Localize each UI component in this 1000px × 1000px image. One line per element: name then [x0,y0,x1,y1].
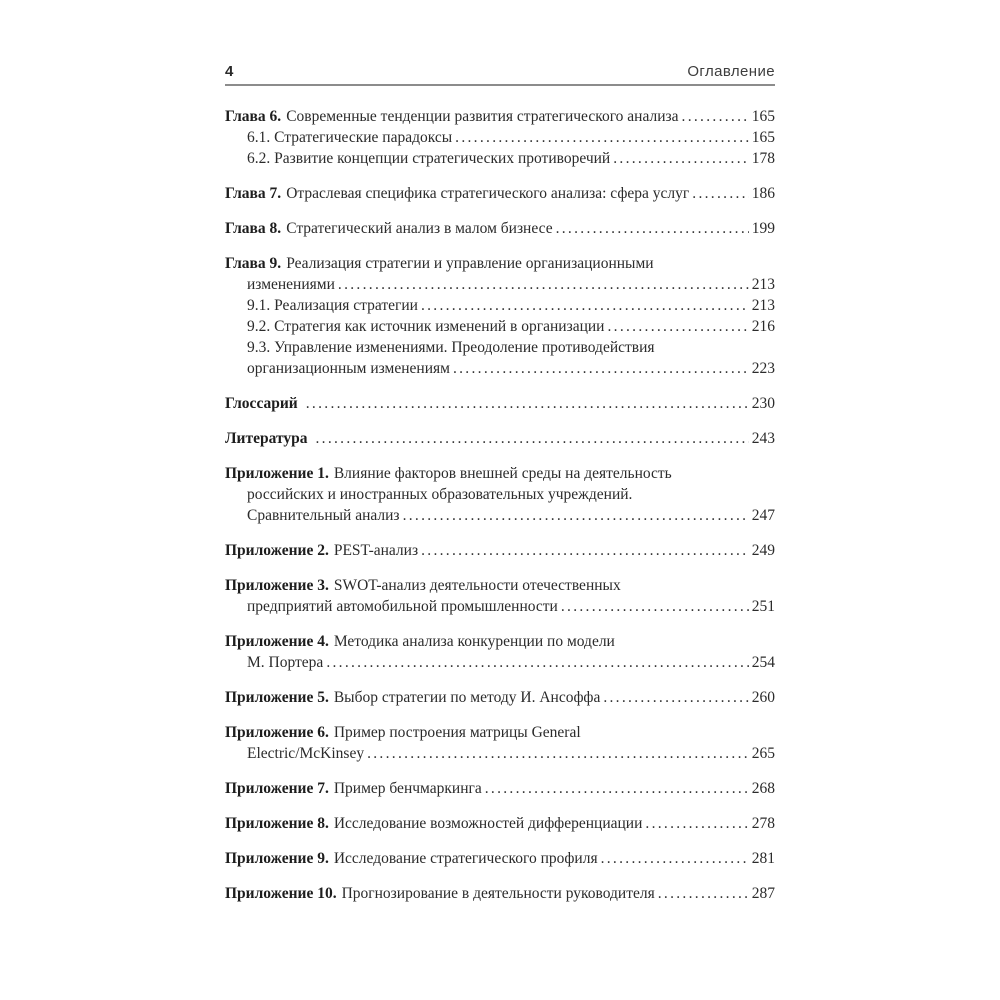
entry-label: Глава 6. [225,108,282,125]
dot-leader [421,295,749,316]
toc-line [225,337,775,358]
entry-title-text: организационным изменениям [247,360,450,377]
entry-label: Приложение 4. [225,633,329,650]
dot-leader [421,540,749,561]
entry-label: Глава 7. [225,185,282,202]
toc-line [225,883,775,904]
entry-title-text: Реализация стратегии и управление организационными [286,255,654,272]
dot-leader [613,148,749,169]
dot-leader [692,183,748,204]
dot-leader [315,428,748,449]
dot-leader [326,652,748,673]
toc-list [225,106,775,904]
entry-page-number: 260 [751,689,775,706]
entry-title-text: Современные тенденции развития стратегического анализа [286,108,679,125]
toc-line [225,106,775,127]
entry-page-number: 213 [751,276,775,293]
entry-page-number: 213 [751,297,775,314]
toc-entry [225,253,775,295]
entry-title-text: предприятий автомобильной промышленности [247,598,558,615]
entry-label: Приложение 9. [225,850,329,867]
entry-page-number: 243 [751,430,775,447]
toc-line [225,295,775,316]
toc-line [225,463,775,484]
toc-entry [225,428,775,449]
entry-page-number: 268 [751,780,775,797]
folio-page-number: 4 [225,63,234,80]
dot-leader [556,218,749,239]
running-head [225,62,775,81]
entry-title-text: Пример бенчмаркинга [333,780,482,797]
toc-line [225,127,775,148]
toc-entry [225,148,775,169]
entry-page-number: 249 [751,542,775,559]
entry-label: Приложение 6. [225,724,329,741]
entry-title-text: 9.3. Управление изменениями. Преодоление противодействия [247,339,655,356]
entry-title-text: Прогнозирование в деятельности руководителя [341,885,655,902]
dot-leader [455,127,749,148]
entry-label: Приложение 5. [225,689,329,706]
toc-entry [225,183,775,204]
toc-entry [225,848,775,869]
dot-leader [682,106,749,127]
entry-title-text: Исследование возможностей дифференциации [333,815,643,832]
toc-line [225,687,775,708]
toc-entry [225,218,775,239]
toc-line [225,722,775,743]
entry-title-text: Отраслевая специфика стратегического анализа: сфера услуг [286,185,690,202]
entry-label: Приложение 8. [225,815,329,832]
entry-page-number: 278 [751,815,775,832]
toc-entry [225,127,775,148]
toc-line [225,218,775,239]
dot-leader [338,274,749,295]
dot-leader [601,848,749,869]
toc-line [225,596,775,617]
toc-line [225,778,775,799]
entry-page-number: 178 [751,150,775,167]
entry-label: Литература [225,430,308,447]
entry-title-text: 9.2. Стратегия как источник изменений в организации [247,318,605,335]
toc-line [225,631,775,652]
entry-title-text: Исследование стратегического профиля [333,850,598,867]
toc-line [225,148,775,169]
entry-label: Приложение 10. [225,885,337,902]
entry-label: Глава 9. [225,255,282,272]
entry-label: Приложение 2. [225,542,329,559]
toc-line [225,652,775,673]
toc-line [225,540,775,561]
entry-label: Приложение 7. [225,780,329,797]
entry-title-text: SWOT-анализ деятельности отечественных [333,577,621,594]
dot-leader [607,316,748,337]
entry-label: Приложение 1. [225,465,329,482]
toc-line [225,253,775,274]
entry-title-text: М. Портера [247,654,324,671]
toc-line [225,813,775,834]
toc-line [225,428,775,449]
entry-page-number: 199 [751,220,775,237]
toc-entry [225,722,775,764]
dot-leader [561,596,749,617]
toc-line [225,484,775,505]
entry-title-text: Стратегический анализ в малом бизнесе [286,220,553,237]
toc-entry [225,316,775,337]
entry-page-number: 254 [751,654,775,671]
entry-page-number: 247 [751,507,775,524]
toc-entry [225,337,775,379]
entry-page-number: 230 [751,395,775,412]
toc-entry [225,463,775,526]
entry-page-number: 165 [751,129,775,146]
dot-leader [645,813,748,834]
toc-line [225,316,775,337]
entry-page-number: 281 [751,850,775,867]
entry-page-number: 223 [751,360,775,377]
header-rule [225,84,775,86]
entry-title-text: 6.2. Развитие концепции стратегических противоречий [247,150,611,167]
dot-leader [603,687,748,708]
entry-title-text: Влияние факторов внешней среды на деятельность [333,465,672,482]
entry-page-number: 186 [751,185,775,202]
toc-line [225,848,775,869]
toc-entry [225,393,775,414]
entry-title-text: 6.1. Стратегические парадоксы [247,129,453,146]
dot-leader [403,505,749,526]
entry-page-number: 216 [751,318,775,335]
entry-page-number: 165 [751,108,775,125]
entry-title-text: Методика анализа конкуренции по модели [333,633,615,650]
toc-line [225,575,775,596]
toc-entry [225,813,775,834]
entry-title-text: PEST-анализ [333,542,419,559]
entry-page-number: 251 [751,598,775,615]
toc-line [225,393,775,414]
entry-title-text: Пример построения матрицы General [333,724,581,741]
dot-leader [485,778,749,799]
dot-leader [367,743,749,764]
toc-entry [225,631,775,673]
toc-line [225,743,775,764]
toc-entry [225,540,775,561]
dot-leader [306,393,749,414]
toc-entry [225,778,775,799]
entry-label: Глоссарий [225,395,298,412]
entry-title-text: Electric/McKinsey [247,745,365,762]
entry-title-text: изменениями [247,276,335,293]
entry-page-number: 287 [751,885,775,902]
toc-line [225,183,775,204]
toc-line [225,274,775,295]
toc-entry [225,295,775,316]
entry-page-number: 265 [751,745,775,762]
toc-entry [225,106,775,127]
dot-leader [453,358,749,379]
toc-entry [225,687,775,708]
toc-entry [225,883,775,904]
running-head-title: Оглавление [687,63,775,80]
entry-label: Приложение 3. [225,577,329,594]
entry-title-text: российских и иностранных образовательных учреждений. [247,486,633,503]
entry-title-text: Сравнительный анализ [247,507,400,524]
dot-leader [658,883,749,904]
entry-label: Глава 8. [225,220,282,237]
entry-title-text: 9.1. Реализация стратегии [247,297,418,314]
toc-line [225,358,775,379]
entry-title-text: Выбор стратегии по методу И. Ансоффа [333,689,601,706]
toc-entry [225,575,775,617]
toc-line [225,505,775,526]
